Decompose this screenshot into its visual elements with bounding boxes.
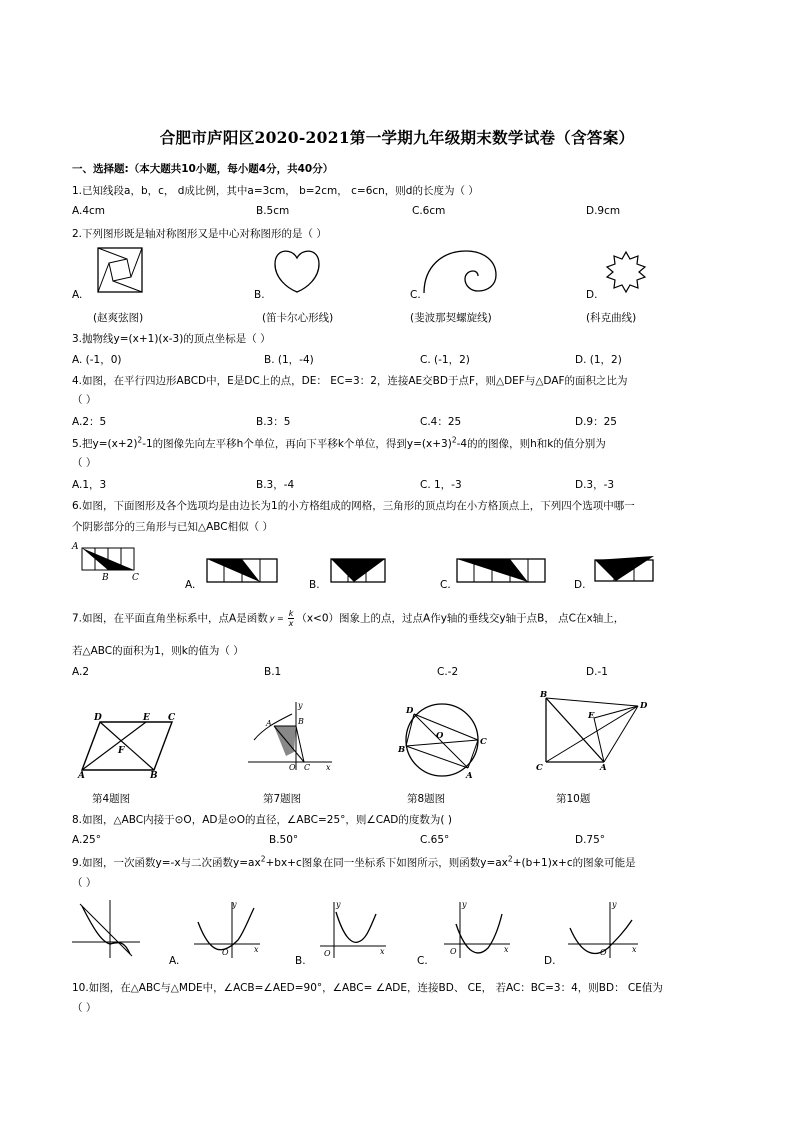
q2-caption-d: (科克曲线): [586, 312, 637, 324]
q9c-label-x: x: [504, 945, 509, 954]
fig7-label-x: x: [326, 763, 331, 772]
question-6-line-2: 个阴影部分的三角形与已知△ABC相似（ ）: [72, 521, 273, 533]
q6-option-d: D.: [574, 579, 586, 591]
q7-option-a: A.2: [72, 666, 90, 678]
q1-option-a: A.4cm: [72, 205, 106, 217]
section-heading: 一、选择题:（本大题共10小题，每小题4分，共40分）: [72, 163, 334, 175]
q9-graph-b: [318, 900, 388, 964]
q9-option-b: B.: [295, 955, 306, 967]
fibonacci-spiral: [420, 247, 500, 299]
q6-grid-c: [456, 558, 546, 588]
q9-graph-a: [192, 900, 262, 964]
question-5-line-1: 5.把$y=(x+2)^2-1$的图像先向左平移h个单位，再向下平移k个单位，得到$y=(x+3)^2-4$的的图像，则h和k的值分别为: [72, 435, 606, 450]
question-7-line-1: 7.如图，在平面直角坐标系中，点A是函数 y = $\frac{k}{x}$ （x<0）图象上的点，过点A作y轴的垂线交y轴于点B， 点C在x轴上，: [72, 609, 625, 628]
fig10-label-c: C: [536, 763, 543, 773]
fig10-label-b: B: [540, 690, 548, 700]
label-c: C: [132, 573, 139, 583]
question-10-line-2: （ ）: [72, 1002, 97, 1014]
q9a-label-x: x: [254, 945, 259, 954]
fig8-label-a: A: [466, 771, 473, 781]
q7-option-c: C.-2: [437, 666, 459, 678]
question-1: 1.已知线段a，b，c， d成比例，其中a=3cm， b=2cm， c=6cn，则d的长度为（ ）: [72, 185, 479, 197]
fig4-parallelogram: [78, 710, 178, 784]
q6-grid-a: [206, 558, 278, 588]
q9d-label-y: y: [612, 900, 617, 909]
q9b-label-x: x: [380, 947, 385, 956]
q8-option-d: D.75°: [575, 834, 606, 846]
fig4-label-e: E: [143, 713, 150, 723]
q8-option-a: A.25°: [72, 834, 101, 846]
q9-graph-c: [442, 900, 512, 964]
label-b: B: [102, 573, 109, 583]
fig10-caption: 第10题: [556, 793, 591, 805]
question-9-line-1: 9.如图，一次函数y=-x与二次函数$y=ax^2+bx+c$图象在同一坐标系下如图所示，则函数$y=ax^2+(b+1)x+c$的图象可能是: [72, 854, 636, 869]
fig4-label-c: C: [168, 713, 176, 723]
q9b-label-y: y: [336, 900, 341, 909]
fig7-coordinate-graph: [246, 700, 336, 776]
q9a-label-o: O: [222, 948, 229, 957]
q1-option-d: D.9cm: [586, 205, 621, 217]
fig8-label-c: C: [480, 737, 487, 747]
fig4-label-a: A: [78, 771, 85, 781]
q3-option-b: B. (1，-4): [264, 354, 314, 366]
q6-option-c: C.: [440, 579, 451, 591]
q2-caption-b: (笛卡尔心形线): [262, 312, 334, 324]
q5-option-a: A.1，3: [72, 479, 107, 491]
q4-option-d: D.9：25: [575, 416, 617, 428]
q5-option-c: C. 1，-3: [420, 479, 462, 491]
fig7-label-a: A: [266, 719, 272, 728]
q2-option-a: A.: [72, 289, 83, 301]
q9-graph-d: [566, 900, 642, 964]
q3-option-a: A. (-1，0): [72, 354, 122, 366]
q9d-label-x: x: [632, 945, 637, 954]
q9-option-d: D.: [544, 955, 556, 967]
q7-option-d: D.-1: [586, 666, 608, 678]
question-6-line-1: 6.如图，下面图形及各个选项均是由边长为1的小方格组成的网格，三角形的顶点均在小方格顶点上，下列四个选项中哪一: [72, 500, 635, 512]
q2-option-d: D.: [586, 289, 598, 301]
fig10-label-a: A: [600, 763, 607, 773]
q3-option-c: C. (-1，2): [420, 354, 470, 366]
fig8-label-d: D: [406, 706, 414, 716]
q5-option-d: D.3，-3: [575, 479, 615, 491]
fig7-label-o: O: [289, 763, 296, 772]
fig7-caption: 第7题图: [263, 793, 302, 805]
question-2: 2.下列图形既是轴对称图形又是中心对称图形的是（ ）: [72, 228, 327, 240]
q4-option-a: A.2：5: [72, 416, 107, 428]
q6-reference-grid: [72, 540, 142, 586]
q9c-label-y: y: [462, 900, 467, 909]
question-10-line-1: 10.如图，在△ABC与△MDE中，∠ACB=∠AED=90°，∠ABC= ∠ADE，连接BD、 CE， 若AC：BC=3：4，则BD： CE值为: [72, 982, 663, 994]
q7-option-b: B.1: [264, 666, 282, 678]
q9d-label-o: O: [600, 948, 607, 957]
q9c-label-o: O: [450, 947, 457, 956]
fig8-circle: [396, 702, 491, 786]
fig8-label-b: B: [398, 745, 406, 755]
q2-caption-a: (赵爽弦图): [93, 312, 144, 324]
fig4-label-f: F: [118, 746, 125, 756]
q9-option-a: A.: [169, 955, 180, 967]
q2-caption-c: (斐波那契螺旋线): [410, 312, 492, 324]
fig8-label-o: O: [436, 731, 444, 741]
fig4-label-b: B: [150, 771, 158, 781]
page-title: 合肥市庐阳区2020-2021第一学期九年级期末数学试卷（含答案）: [159, 128, 635, 147]
question-4-line-1: 4.如图，在平行四边形ABCD中，E是DC上的点，DE： EC=3：2，连接AE交BD于点F，则△DEF与△DAF的面积之比为: [72, 375, 628, 387]
q4-option-b: B.3：5: [256, 416, 291, 428]
q1-option-c: C.6cm: [412, 205, 446, 217]
fig10-label-d: D: [640, 701, 648, 711]
q8-option-c: C.65°: [420, 834, 450, 846]
q9-option-c: C.: [417, 955, 428, 967]
fig10-triangles: [536, 690, 676, 774]
question-9-line-2: （ ）: [72, 877, 97, 889]
zhaoshuang-diagram: [97, 247, 143, 297]
cardioid-curve: [272, 248, 322, 298]
q9b-label-o: O: [324, 949, 331, 958]
fig4-label-d: D: [94, 713, 102, 723]
question-4-line-2: （ ）: [72, 394, 97, 406]
q9-given-graph: [72, 900, 142, 964]
fig10-label-e: E: [588, 711, 595, 721]
question-3: 3.抛物线y=(x+1)(x-3)的顶点坐标是（ ）: [72, 333, 271, 345]
q6-grid-b: [330, 558, 386, 588]
fig7-label-b: B: [298, 717, 304, 726]
q3-option-d: D. (1，2): [575, 354, 622, 366]
fraction-k-over-x: y =: [269, 614, 284, 623]
question-8: 8.如图，△ABC内接于⊙O，AD是⊙O的直径，∠ABC=25°，则∠CAD的度数为( ): [72, 814, 452, 826]
fig7-label-c: C: [304, 763, 311, 772]
q1-option-b: B.5cm: [256, 205, 290, 217]
q6-option-a: A.: [185, 579, 196, 591]
koch-snowflake: [604, 250, 648, 298]
q2-option-b: B.: [254, 289, 265, 301]
question-7-line-2: 若△ABC的面积为1，则k的值为（ ）: [72, 645, 244, 657]
q8-option-b: B.50°: [269, 834, 299, 846]
q6-option-b: B.: [309, 579, 320, 591]
q2-option-c: C.: [410, 289, 421, 301]
fig8-caption: 第8题图: [407, 793, 446, 805]
question-5-line-2: （ ）: [72, 457, 97, 469]
q9a-label-y: y: [232, 900, 237, 909]
fig4-caption: 第4题图: [92, 793, 131, 805]
fig7-label-y: y: [298, 701, 303, 710]
label-a: A: [72, 542, 79, 552]
q4-option-c: C.4：25: [420, 416, 462, 428]
q6-grid-d: [594, 554, 656, 588]
q5-option-b: B.3，-4: [256, 479, 295, 491]
